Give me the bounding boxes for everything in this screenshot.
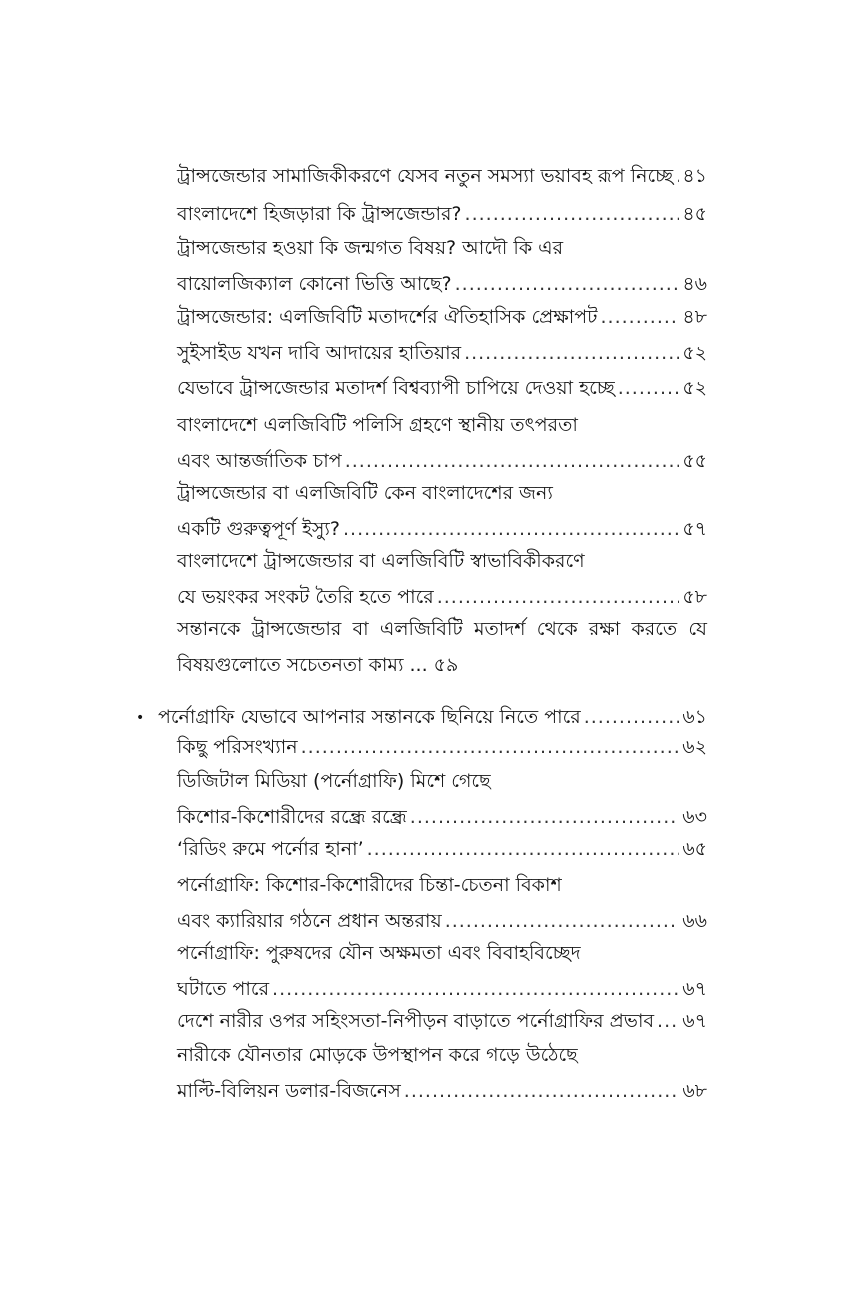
toc-subentry [177,763,707,835]
toc-entry-title-cont: মাল্টি-বিলিয়ন ডলার-বিজনেস [177,1080,401,1102]
toc-page-number: ৫৫ [682,450,707,472]
toc-page-number: ৬৬ [682,910,707,932]
toc-entry-title: দেশে নারীর ওপর সহিংসতা-নিপীড়ন বাড়াতে পর্নোগ্রাফির প্রভাব [177,1010,655,1032]
toc-entry-title: ট্রান্সজেন্ডার সামাজিকীকরণে যেসব নতুন সমস্যা ভয়াবহ রূপ নিচ্ছে [177,165,674,187]
toc-entry-title: ডিজিটাল মিডিয়া (পর্নোগ্রাফি) মিশে গেছে [177,770,491,792]
toc-page-number: ৬৮ [682,1080,707,1102]
toc-entry-title: ট্রান্সজেন্ডার: এলজিবিটি মতাদর্শের ঐতিহাসিক প্রেক্ষাপট [177,306,598,328]
toc-subentry [177,935,707,1007]
toc-entry-title: যেভাবে ট্রান্সজেন্ডার মতাদর্শ বিশ্বব্যাপী চাপিয়ে দেওয়া হচ্ছে [177,377,615,399]
leader-dots [343,511,679,547]
toc-entry-title: পর্নোগ্রাফি: কিশোর-কিশোরীদের চিন্তা-চেতনা বিকাশ [177,874,562,896]
toc-page-number: ৬৩ [682,806,707,828]
leader-dots [601,299,680,335]
toc-entry [177,230,707,302]
toc-entry [177,335,707,371]
leader-dots [301,729,680,765]
toc-page-number: ৬৭ [682,978,707,1000]
toc-entry-title: ট্রান্সজেন্ডার হওয়া কি জন্মগত বিষয়? আদৌ কি এর [177,237,564,259]
toc-page-number: ৬২ [682,736,707,758]
leader-dots [410,799,679,835]
toc-entry [177,158,707,194]
leader-dots [465,196,680,232]
toc-entry-title-cont: একটি গুরুত্বপূর্ণ ইস্যু? [177,518,340,540]
chapter-page-number: ৬১ [682,706,707,728]
toc-page-number: ৪১ [682,165,707,187]
toc-entry [177,543,707,615]
toc-page-number: ৬৭ [682,1010,707,1032]
toc-subentry [177,1003,707,1039]
leader-dots [657,1003,679,1039]
toc-entry-title-cont: ঘটাতে পারে [177,978,270,1000]
toc-entry [177,196,707,232]
toc-entry-title: পর্নোগ্রাফি: পুরুষদের যৌন অক্ষমতা এবং বিবাহবিচ্ছেদ [177,942,581,964]
toc-page-number: ৪৫ [682,203,707,225]
toc-entry-title-cont: এবং আন্তর্জাতিক চাপ [177,450,342,472]
toc-page-number: ৫৭ [682,518,707,540]
leader-dots [464,335,679,371]
toc-entry-title: নারীকে যৌনতার মোড়কে উপস্থাপন করে গড়ে উঠেছে [177,1044,578,1066]
toc-page-number: ৪৬ [682,273,707,295]
toc-page-number: ৪৮ [682,306,707,328]
toc-subentry [177,831,707,867]
toc-entry-title-cont: যে ভয়ংকর সংকট তৈরি হতে পারে [177,586,434,608]
leader-dots [618,370,680,406]
toc-page-number: ৫২ [682,342,707,364]
toc-entry-title: বাংলাদেশে এলজিবিটি পলিসি গ্রহণে স্থানীয় তৎপরতা [177,414,578,436]
toc-entry-paragraph: সন্তানকে ট্রান্সজেন্ডার বা এলজিবিটি মতাদর্শ থেকে রক্ষা করতে যে বিষয়গুলোতে সচেতনতা কাম্য ... ৫৯ [177,618,707,676]
toc-subentry [177,867,707,939]
toc-page-number: ৬৫ [682,838,707,860]
leader-dots [437,579,680,615]
leader-dots [345,443,680,479]
toc-entry [177,370,707,406]
toc-entry [177,407,707,479]
toc-entry-title-cont: এবং ক্যারিয়ার গঠনে প্রধান অন্তরায় [177,910,442,932]
bullet-icon: • [136,710,145,726]
chapter-title: পর্নোগ্রাফি যেভাবে আপনার সন্তানকে ছিনিয়ে নিতে পারে [158,706,581,728]
toc-entry [177,475,707,547]
toc-entry-title: ট্রান্সজেন্ডার বা এলজিবিটি কেন বাংলাদেশের জন্য [177,482,553,504]
toc-entry-title-cont: কিশোর-কিশোরীদের রন্ধ্রে রন্ধ্রে [177,806,407,828]
leader-dots [445,903,680,939]
toc-page-number: ৫৮ [682,586,707,608]
toc-entry-title: ‘রিডিং রুমে পর্নোর হানা’ [177,838,364,860]
leader-dots [367,831,680,867]
toc-entry-title-cont: বায়োলজিক্যাল কোনো ভিত্তি আছে? [177,273,452,295]
toc-entry-title: বাংলাদেশে হিজড়ারা কি ট্রান্সজেন্ডার? [177,203,462,225]
toc-entry [177,299,707,335]
toc-page-number: ৫২ [682,377,707,399]
toc-entry-title: কিছু পরিসংখ্যান [177,736,298,758]
toc-entry-title: বাংলাদেশে ট্রান্সজেন্ডার বা এলজিবিটি স্বাভাবিকীকরণে [177,550,585,572]
leader-dots [404,1073,680,1109]
toc-subentry [177,1037,707,1109]
leader-dots [676,158,679,194]
toc-entry-title: সুইসাইড যখন দাবি আদায়ের হাতিয়ার [177,342,462,364]
toc-subentry [177,729,707,765]
leader-dots [272,971,679,1007]
leader-dots [455,266,680,302]
